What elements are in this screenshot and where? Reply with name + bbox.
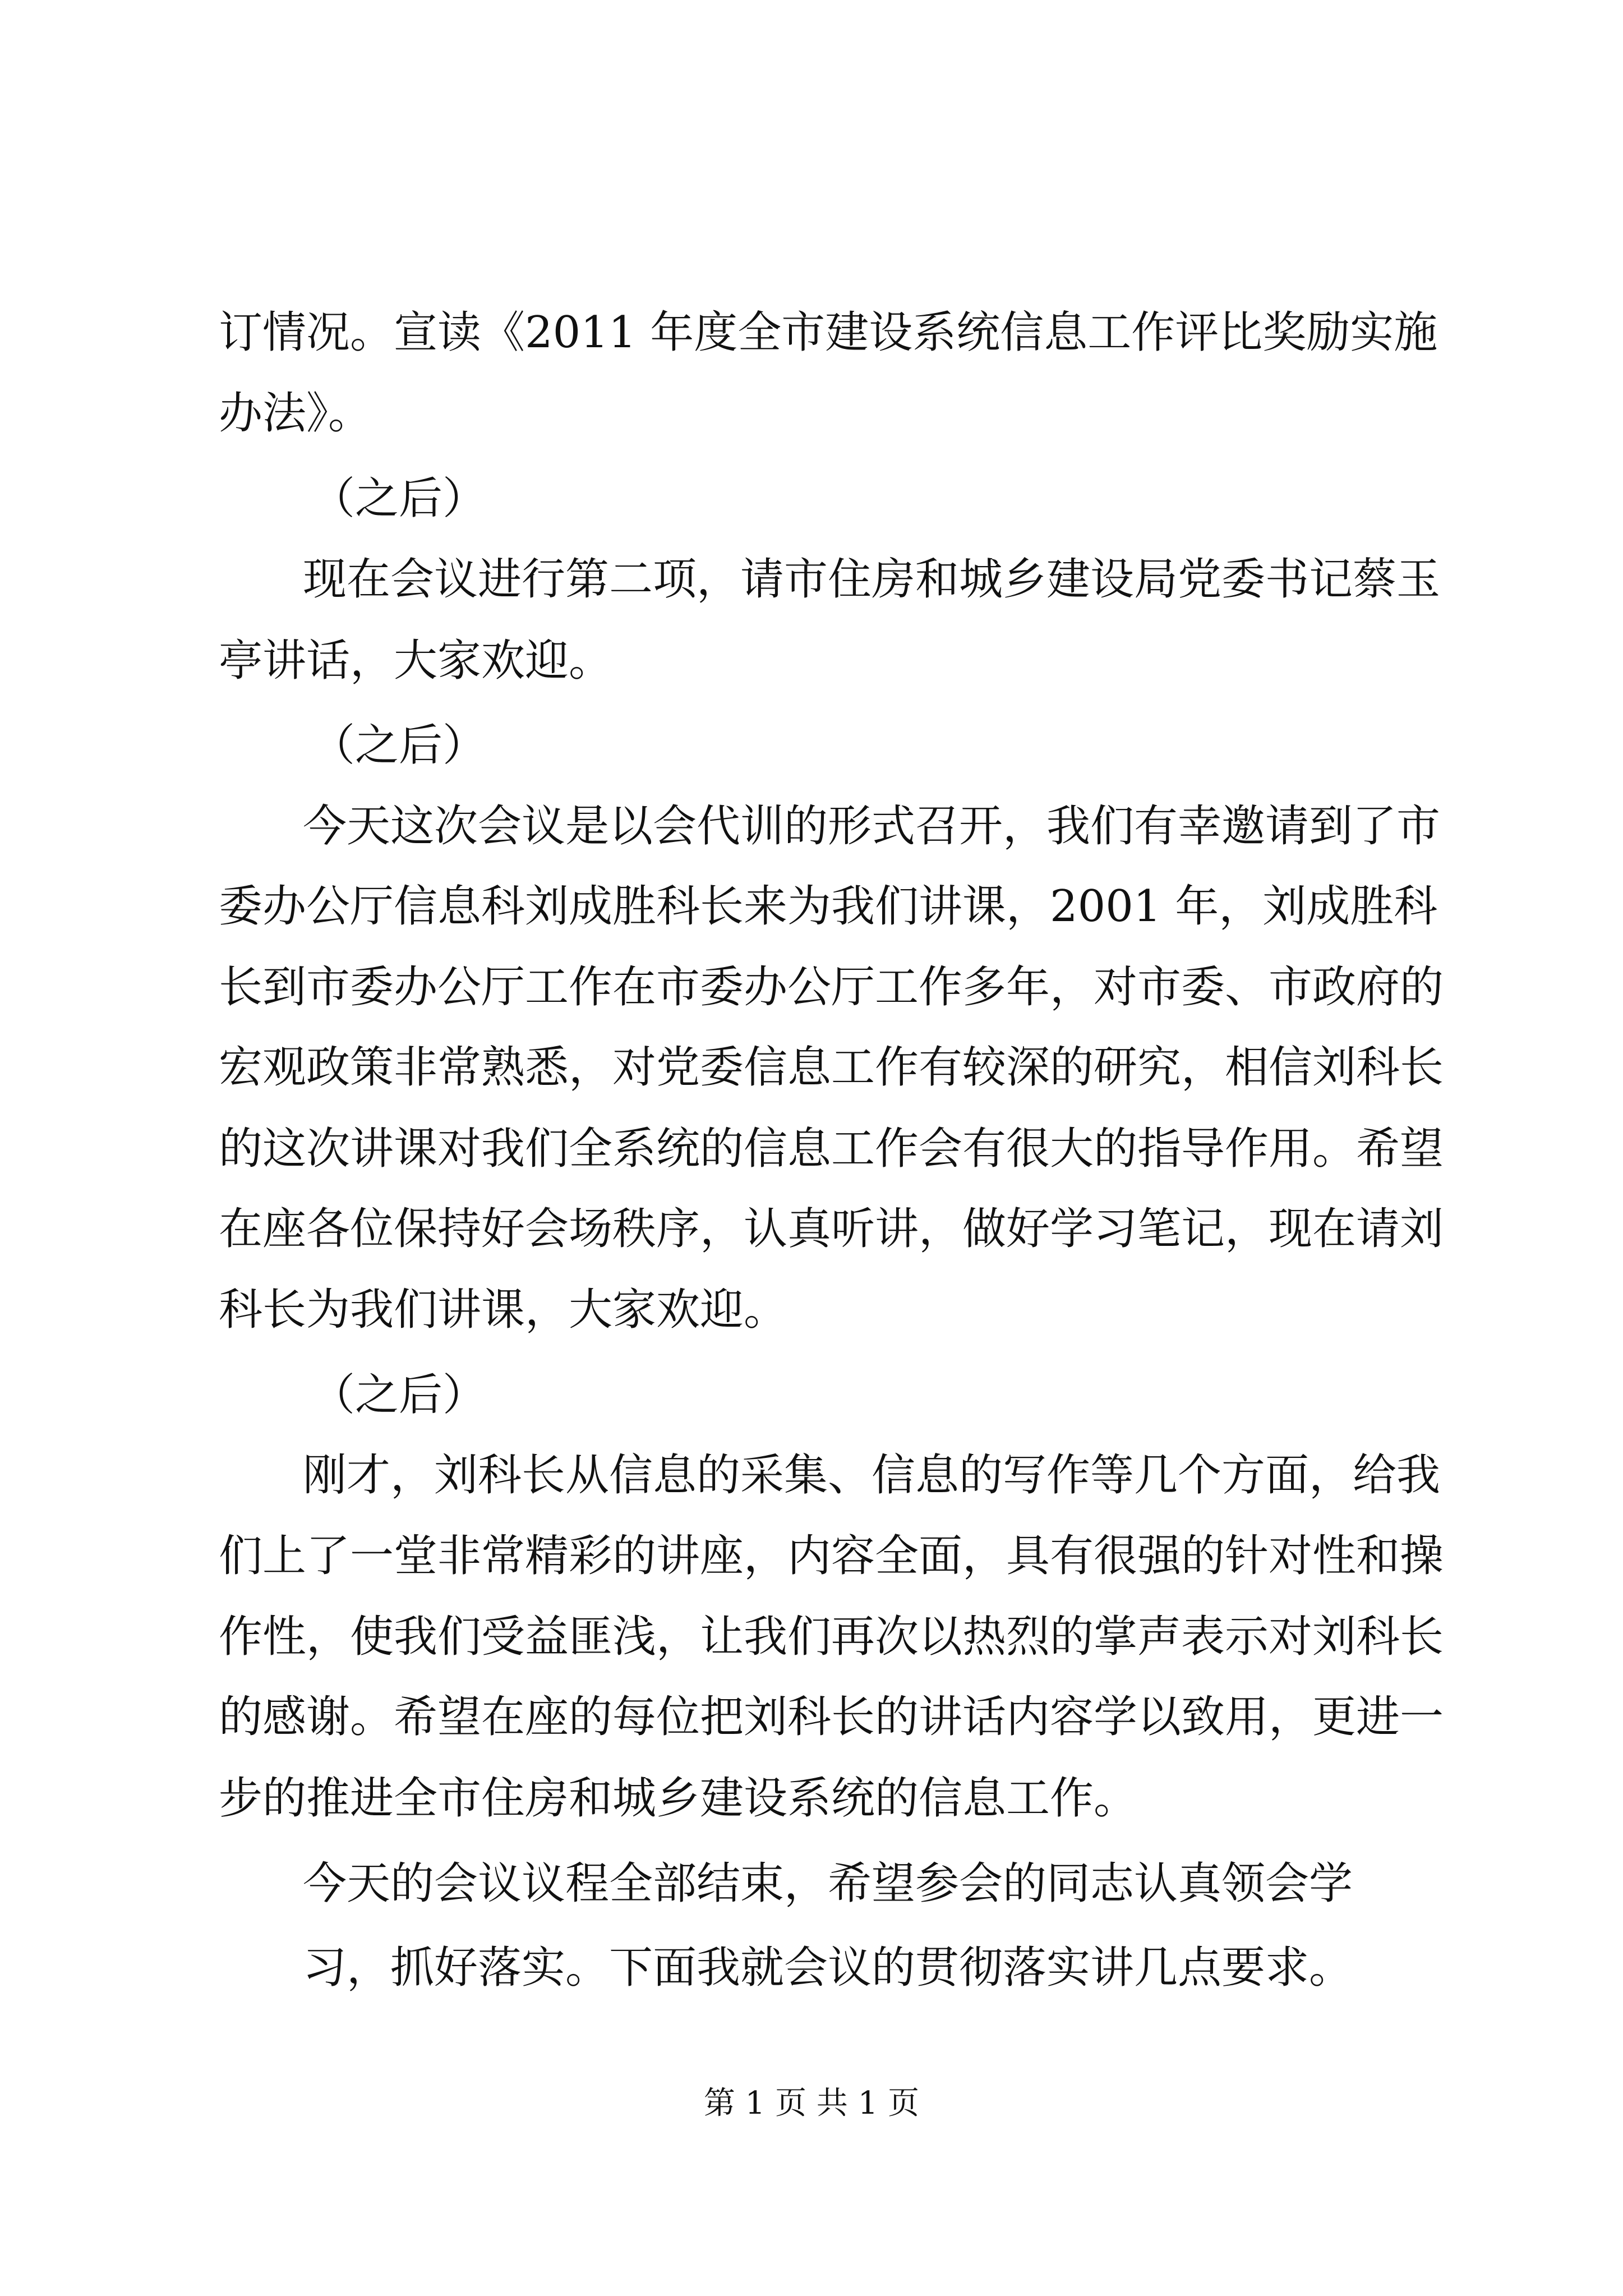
text-line-6: （之后） [311,720,487,771]
text-line-11: 的这次讲课对我们全系统的信息工作会有很大的指导作用。希望 [219,1124,1444,1174]
page-footer: 第 1 页 共 1 页 [703,2085,920,2122]
text-line-12: 在座各位保持好会场秩序，认真听讲，做好学习笔记，现在请刘 [219,1204,1444,1254]
text-line-10: 宏观政策非常熟悉，对党委信息工作有较深的研究，相信刘科长 [219,1042,1444,1093]
text-line-9: 长到市委办公厅工作在市委办公厅工作多年，对市委、市政府的 [219,962,1444,1013]
text-line-18: 的感谢。希望在座的每位把刘科长的讲话内容学以致用，更进一 [219,1692,1444,1742]
text-line-19: 步的推进全市住房和城乡建设系统的信息工作。 [219,1773,1138,1824]
text-line-3: （之后） [311,473,487,524]
text-line-4: 现在会议进行第二项，请市住房和城乡建设局党委书记蔡玉 [303,554,1441,605]
text-line-8: 委办公厅信息科刘成胜科长来为我们讲课，2001 年，刘成胜科 [219,881,1438,932]
text-line-20: 今天的会议议程全部结束，希望参会的同志认真领会学 [303,1858,1353,1909]
text-line-7: 今天这次会议是以会代训的形式召开，我们有幸邀请到了市 [303,801,1441,852]
text-line-17: 作性，使我们受益匪浅，让我们再次以热烈的掌声表示对刘科长 [219,1612,1444,1662]
text-line-14: （之后） [311,1370,487,1420]
text-line-2: 办法》。 [219,388,372,439]
text-line-21: 习，抓好落实。下面我就会议的贯彻落实讲几点要求。 [303,1943,1353,1993]
text-line-13: 科长为我们讲课，大家欢迎。 [219,1285,788,1335]
text-line-16: 们上了一堂非常精彩的讲座，内容全面，具有很强的针对性和操 [219,1531,1444,1581]
text-line-1: 订情况。宣读《2011 年度全市建设系统信息工作评比奖励实施 [219,307,1438,358]
text-line-5: 亭讲话，大家欢迎。 [219,636,613,686]
text-line-15: 刚才，刘科长从信息的采集、信息的写作等几个方面，给我 [303,1450,1441,1501]
